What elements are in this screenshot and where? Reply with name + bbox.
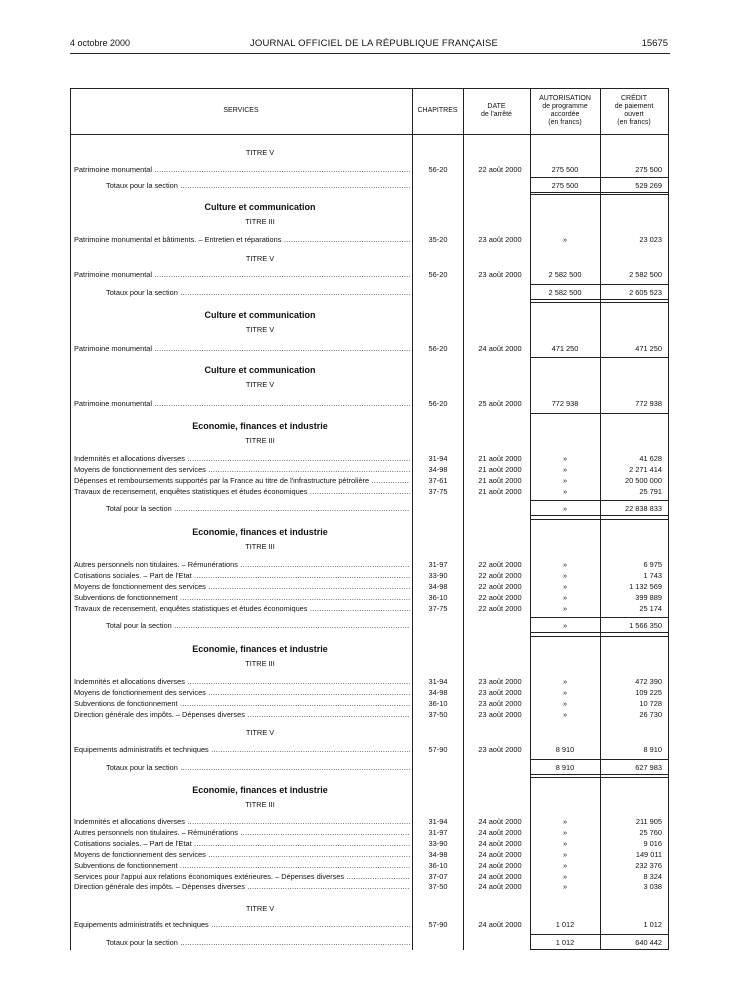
chapitre-cell: 34-98 [428, 464, 448, 474]
autorisation-cell: » [562, 603, 568, 613]
date-cell: 22 août 2000 [478, 603, 522, 613]
autorisation-cell: » [562, 677, 568, 686]
chapitre-cell: 37-50 [428, 882, 448, 892]
service-label: Direction générale des impôts. – Dépenses diverses ..... [74, 710, 410, 720]
autorisation-cell: » [562, 838, 568, 848]
chapitre-cell: 31-94 [428, 677, 448, 686]
autorisation-cell: » [562, 581, 568, 591]
date-cell: 23 août 2000 [478, 709, 522, 719]
table-row [70, 504, 669, 514]
autorisation-cell: » [562, 570, 568, 580]
section-title: Economie, finances et industrie [192, 527, 328, 537]
section-separator [530, 413, 669, 414]
service-label: Total pour la section ..... [106, 621, 410, 631]
table-row [70, 399, 669, 409]
credit-cell: 2 605 523 [629, 288, 662, 297]
table-row [70, 582, 669, 592]
service-label: Autres personnels non titulaires. – Rémunérations ..... [74, 828, 410, 838]
table-row [70, 288, 669, 298]
date-cell: 21 août 2000 [478, 486, 522, 496]
chapitre-cell: 36-10 [428, 698, 448, 708]
section-separator [530, 519, 669, 520]
section-title: Culture et communication [204, 365, 316, 375]
autorisation-cell: » [562, 871, 568, 881]
table-row [70, 487, 669, 497]
chapitre-cell: 37-50 [428, 709, 448, 719]
titre-heading: TITRE III [245, 217, 275, 226]
credits-table [70, 88, 669, 950]
section-separator [530, 302, 669, 303]
table-row [70, 828, 669, 838]
chapitre-cell: 56-20 [428, 165, 448, 174]
table-row [70, 745, 669, 755]
autorisation-cell: » [562, 621, 568, 630]
date-cell: 21 août 2000 [478, 475, 522, 485]
credit-cell: 1 132 569 [629, 581, 662, 591]
table-row [70, 839, 669, 849]
chapitre-cell: 57-90 [428, 920, 448, 929]
autorisation-cell: » [562, 504, 568, 513]
chapitre-cell: 56-20 [428, 270, 448, 279]
credit-cell: 772 938 [635, 399, 662, 408]
credit-cell: 9 016 [643, 838, 662, 848]
chapitre-cell: 34-98 [428, 687, 448, 697]
credit-cell: 2 582 500 [629, 270, 662, 279]
section-separator [530, 777, 669, 778]
autorisation-cell: » [562, 687, 568, 697]
service-label: Moyens de fonctionnement des services ..... [74, 465, 410, 475]
table-row [70, 604, 669, 614]
section-title: Culture et communication [204, 202, 316, 212]
date-cell: 25 août 2000 [478, 399, 522, 408]
date-cell: 21 août 2000 [478, 464, 522, 474]
service-label: Totaux pour la section ..... [106, 763, 410, 773]
table-row [70, 476, 669, 486]
titre-heading: TITRE V [245, 148, 275, 157]
autorisation-cell: 471 250 [551, 344, 579, 353]
service-label: Moyens de fonctionnement des services ..... [74, 688, 410, 698]
col-header-credit: CRÉDIT de paiement ouvert (en francs) [614, 95, 654, 126]
autorisation-cell: » [562, 709, 568, 719]
section-separator [530, 357, 669, 358]
autorisation-cell: » [562, 817, 568, 826]
date-cell: 21 août 2000 [478, 454, 522, 463]
autorisation-cell: » [562, 698, 568, 708]
credit-cell: 25 791 [639, 486, 662, 496]
col-header-autorisation: AUTORISATION de programme accordée (en francs) [539, 95, 591, 126]
section-separator [530, 194, 669, 195]
credit-cell: 6 975 [643, 560, 662, 569]
table-row [70, 560, 669, 570]
autorisation-cell: » [562, 235, 568, 244]
total-rule [530, 284, 669, 285]
total-rule [530, 299, 669, 300]
autorisation-cell: » [562, 560, 568, 569]
chapitre-cell: 31-94 [428, 454, 448, 463]
total-rule [530, 934, 669, 935]
chapitre-cell: 37-75 [428, 603, 448, 613]
service-label: Services pour l'appui aux relations économiques extérieures. – Dépenses diverses ..... [74, 872, 410, 882]
table-row [70, 181, 669, 191]
total-rule [530, 632, 669, 633]
service-label: Subventions de fonctionnement ..... [74, 861, 410, 871]
date-cell: 22 août 2000 [478, 570, 522, 580]
autorisation-cell: 772 938 [551, 399, 579, 408]
chapitre-cell: 37-75 [428, 486, 448, 496]
table-row [70, 872, 669, 882]
table-row [70, 920, 669, 930]
table-row [70, 861, 669, 871]
titre-heading: TITRE III [245, 542, 275, 551]
chapitre-cell: 56-20 [428, 344, 448, 353]
date-cell: 22 août 2000 [478, 581, 522, 591]
service-label: Cotisations sociales. – Part de l'Etat ..... [74, 571, 410, 581]
table-row [70, 710, 669, 720]
service-label: Equipements administratifs et techniques ..... [74, 920, 410, 930]
date-cell: 22 août 2000 [478, 165, 522, 174]
total-rule [530, 617, 669, 618]
date-cell: 24 août 2000 [478, 920, 522, 929]
date-cell: 24 août 2000 [478, 827, 522, 837]
col-header-services: SERVICES [223, 107, 259, 114]
autorisation-cell: 8 910 [555, 763, 575, 772]
service-label: Total pour la section ..... [106, 504, 410, 514]
autorisation-cell: » [562, 454, 568, 463]
chapitre-cell: 35-20 [428, 235, 448, 244]
total-rule [530, 177, 669, 178]
date-cell: 24 août 2000 [478, 871, 522, 881]
table-row [70, 699, 669, 709]
credit-cell: 232 376 [635, 860, 662, 870]
service-label: Autres personnels non titulaires. – Rémunérations ..... [74, 560, 410, 570]
autorisation-cell: » [562, 849, 568, 859]
autorisation-cell: » [562, 860, 568, 870]
autorisation-cell: 1 012 [555, 938, 575, 947]
table-row [70, 454, 669, 464]
credit-cell: 8 910 [643, 745, 662, 754]
chapitre-cell: 31-97 [428, 560, 448, 569]
chapitre-cell: 34-98 [428, 849, 448, 859]
credit-cell: 3 038 [643, 882, 662, 892]
credit-cell: 8 324 [643, 871, 662, 881]
titre-heading: TITRE III [245, 800, 275, 809]
date-cell: 23 août 2000 [478, 687, 522, 697]
date-cell: 24 août 2000 [478, 860, 522, 870]
autorisation-cell: » [562, 486, 568, 496]
table-row [70, 621, 669, 631]
total-rule [530, 515, 669, 516]
table-row [70, 688, 669, 698]
date-cell: 23 août 2000 [478, 745, 522, 754]
autorisation-cell: 2 582 500 [548, 270, 582, 279]
service-label: Totaux pour la section ..... [106, 288, 410, 298]
autorisation-cell: 1 012 [555, 920, 575, 929]
service-label: Indemnités et allocations diverses ..... [74, 817, 410, 827]
date-cell: 23 août 2000 [478, 270, 522, 279]
titre-heading: TITRE V [245, 904, 275, 913]
autorisation-cell: 8 910 [555, 745, 575, 754]
credit-cell: 1 012 [643, 920, 662, 929]
date-cell: 22 août 2000 [478, 592, 522, 602]
service-label: Indemnités et allocations diverses ..... [74, 677, 410, 687]
section-separator [530, 636, 669, 637]
credit-cell: 1 566 350 [629, 621, 662, 630]
autorisation-cell: » [562, 464, 568, 474]
journal-title: JOURNAL OFFICIEL DE LA RÉPUBLIQUE FRANÇAISE [249, 38, 499, 49]
table-header-border [70, 134, 669, 135]
date-cell: 24 août 2000 [478, 849, 522, 859]
service-label: Moyens de fonctionnement des services ..... [74, 850, 410, 860]
total-rule [530, 192, 669, 193]
credit-cell: 471 250 [635, 344, 662, 353]
service-label: Cotisations sociales. – Part de l'Etat ..... [74, 839, 410, 849]
service-label: Indemnités et allocations diverses ..... [74, 454, 410, 464]
credit-cell: 25 174 [639, 603, 662, 613]
section-title: Economie, finances et industrie [192, 644, 328, 654]
autorisation-cell: » [562, 475, 568, 485]
total-rule [530, 774, 669, 775]
credit-cell: 109 225 [635, 687, 662, 697]
total-rule [530, 759, 669, 760]
credit-cell: 640 442 [635, 938, 662, 947]
table-row [70, 270, 669, 280]
table-row [70, 677, 669, 687]
col-header-chapitres: CHAPITRES [417, 107, 458, 114]
service-label: Moyens de fonctionnement des services ..... [74, 582, 410, 592]
service-label: Totaux pour la section ..... [106, 181, 410, 191]
service-label: Subventions de fonctionnement ..... [74, 593, 410, 603]
table-row [70, 235, 669, 245]
credit-cell: 23 023 [639, 235, 662, 244]
date-cell: 23 août 2000 [478, 677, 522, 686]
header-rule [70, 53, 670, 54]
page-number: 15675 [641, 38, 668, 49]
date-cell: 24 août 2000 [478, 344, 522, 353]
credit-cell: 211 905 [635, 817, 662, 826]
section-title: Economie, finances et industrie [192, 785, 328, 795]
chapitre-cell: 31-97 [428, 827, 448, 837]
service-label: Travaux de recensement, enquêtes statistiques et études économiques ..... [74, 487, 410, 497]
service-label: Patrimoine monumental ..... [74, 165, 410, 175]
credit-cell: 627 983 [635, 763, 662, 772]
chapitre-cell: 57-90 [428, 745, 448, 754]
credit-cell: 2 271 414 [629, 464, 662, 474]
credit-cell: 529 269 [635, 181, 662, 190]
credit-cell: 22 838 833 [625, 504, 662, 513]
chapitre-cell: 31-94 [428, 817, 448, 826]
service-label: Patrimoine monumental et bâtiments. – Entretien et réparations ..... [74, 235, 410, 245]
credit-cell: 20 500 000 [625, 475, 662, 485]
table-row [70, 593, 669, 603]
section-title: Culture et communication [204, 310, 316, 320]
table-row [70, 344, 669, 354]
credit-cell: 41 628 [639, 454, 662, 463]
titre-heading: TITRE V [245, 254, 275, 263]
chapitre-cell: 34-98 [428, 581, 448, 591]
titre-heading: TITRE V [245, 728, 275, 737]
page-date: 4 octobre 2000 [70, 38, 131, 48]
autorisation-cell: 275 500 [551, 165, 579, 174]
titre-heading: TITRE III [245, 659, 275, 668]
service-label: Patrimoine monumental ..... [74, 270, 410, 280]
service-label: Travaux de recensement, enquêtes statistiques et études économiques ..... [74, 604, 410, 614]
service-label: Equipements administratifs et techniques ..... [74, 745, 410, 755]
chapitre-cell: 56-20 [428, 399, 448, 408]
service-label: Patrimoine monumental ..... [74, 344, 410, 354]
date-cell: 22 août 2000 [478, 560, 522, 569]
credit-cell: 275 500 [635, 165, 662, 174]
date-cell: 24 août 2000 [478, 882, 522, 892]
chapitre-cell: 37-07 [428, 871, 448, 881]
table-row [70, 938, 669, 948]
credit-cell: 149 011 [635, 849, 662, 859]
date-cell: 24 août 2000 [478, 817, 522, 826]
credit-cell: 472 390 [635, 677, 662, 686]
credit-cell: 26 730 [639, 709, 662, 719]
service-label: Patrimoine monumental ..... [74, 399, 410, 409]
section-title: Economie, finances et industrie [192, 421, 328, 431]
service-label: Dépenses et remboursements supportés par la France au titre de l'infrastructure pétrolière ..... [74, 476, 410, 486]
total-rule [530, 500, 669, 501]
chapitre-cell: 33-90 [428, 570, 448, 580]
table-row [70, 465, 669, 475]
credit-cell: 1 743 [643, 570, 662, 580]
table-row [70, 571, 669, 581]
total-rule [530, 949, 669, 950]
chapitre-cell: 36-10 [428, 592, 448, 602]
credit-cell: 25 760 [639, 827, 662, 837]
date-cell: 24 août 2000 [478, 838, 522, 848]
date-cell: 23 août 2000 [478, 235, 522, 244]
autorisation-cell: 2 582 500 [548, 288, 582, 297]
titre-heading: TITRE V [245, 380, 275, 389]
table-row [70, 882, 669, 892]
date-cell: 23 août 2000 [478, 698, 522, 708]
service-label: Subventions de fonctionnement ..... [74, 699, 410, 709]
chapitre-cell: 37-61 [428, 475, 448, 485]
titre-heading: TITRE III [245, 436, 275, 445]
table-row [70, 850, 669, 860]
titre-heading: TITRE V [245, 325, 275, 334]
table-row [70, 817, 669, 827]
credit-cell: 10 728 [639, 698, 662, 708]
chapitre-cell: 33-90 [428, 838, 448, 848]
autorisation-cell: » [562, 827, 568, 837]
col-header-date: DATE de l'arrêté [481, 103, 512, 118]
service-label: Totaux pour la section ..... [106, 938, 410, 948]
autorisation-cell: 275 500 [551, 181, 579, 190]
chapitre-cell: 36-10 [428, 860, 448, 870]
credit-cell: 399 889 [635, 592, 662, 602]
service-label: Direction générale des impôts. – Dépenses diverses ..... [74, 882, 410, 892]
table-row [70, 763, 669, 773]
table-row [70, 165, 669, 175]
autorisation-cell: » [562, 592, 568, 602]
autorisation-cell: » [562, 882, 568, 892]
